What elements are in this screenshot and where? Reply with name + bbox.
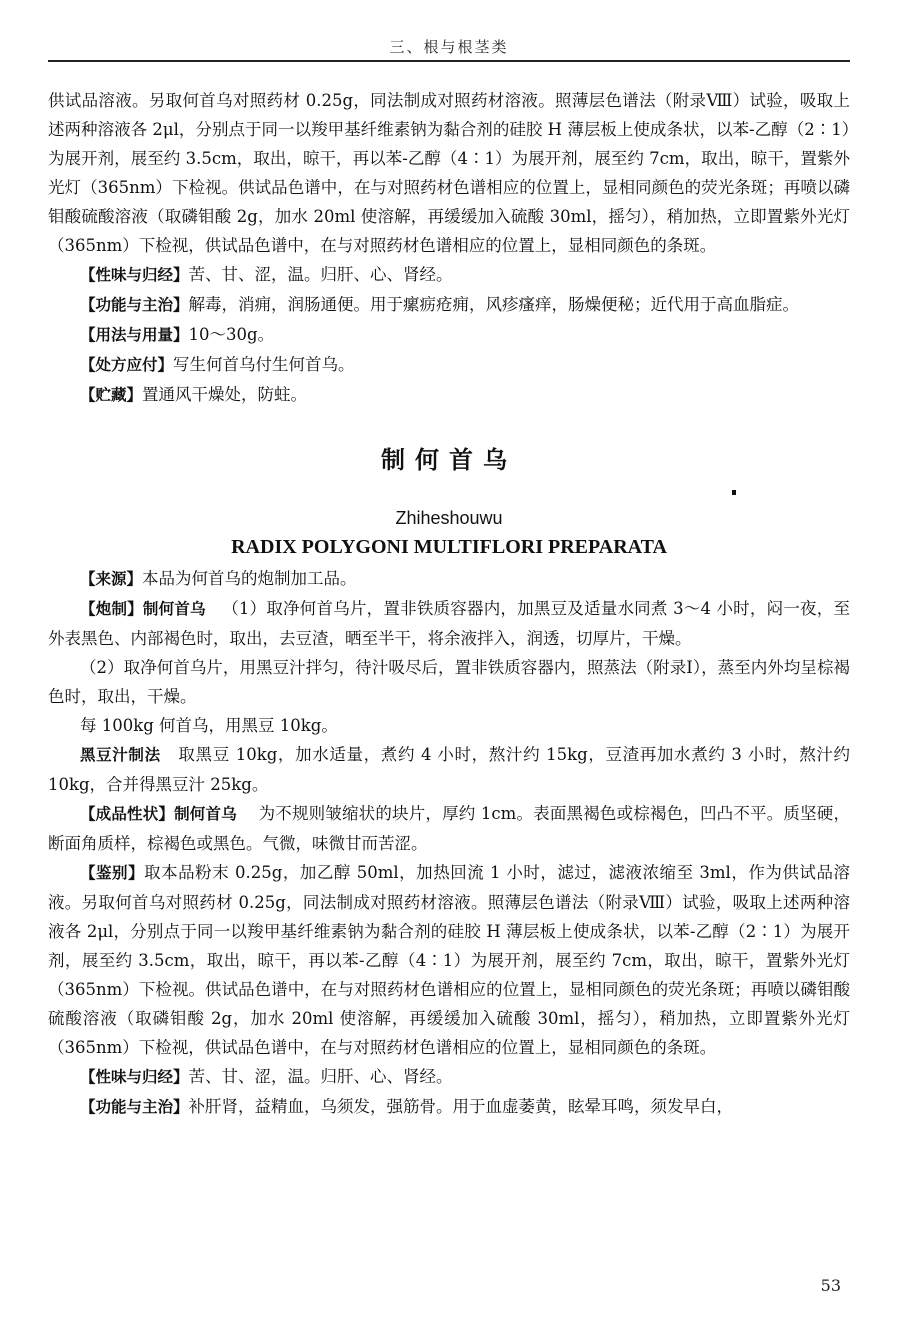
section-tag: 【成品性状】 bbox=[80, 805, 175, 823]
paragraph-identification-cont: 供试品溶液。另取何首乌对照药材 0.25g，同法制成对照药材溶液。照薄层色谱法（附录Ⅷ）试验，吸取上述两种溶液各 2μl，分别点于同一以羧甲基纤维素钠为黏合剂的硅胶 H 薄层板上使成条状，以苯-乙醇（2∶1）为展开剂，展至约 3.5cm，取出，晾干，再以苯-乙醇（4∶1）为展开剂，展至约 7cm，取出，晾干，置紫外光灯（365nm）下检视。供试品色谱中，在与对照药材色谱相应的位置上，显相同颜色的荧光条斑；再喷以磷钼酸硫酸溶液（取磷钼酸 2g，加水 20ml 使溶解，再缓缓加入硫酸 30ml，摇匀），稍加热，立即置紫外光灯（365nm）下检视，供试品色谱中，在与对照药材色谱相应的位置上，显相同颜色的条斑。 bbox=[48, 91, 850, 255]
section-tag: 【鉴别】 bbox=[80, 864, 145, 882]
section-text: 本品为何首乌的炮制加工品。 bbox=[142, 569, 357, 588]
section-tag: 【处方应付】 bbox=[80, 356, 174, 374]
section-tag: 【性味与归经】 bbox=[80, 266, 189, 284]
section-text: （1）取净何首乌片，置非铁质容器内，加黑豆及适量水同煮 3～4 小时，闷一夜，至外表黑色、内部褐色时，取出，去豆渣，晒至半干，将余液拌入，润透，切厚片，干燥。 bbox=[48, 599, 850, 648]
paragraph-processing-2: （2）取净何首乌片，用黑豆汁拌匀，待汁吸尽后，置非铁质容器内，照蒸法（附录Ⅰ），蒸至内外均呈棕褐色时，取出，干燥。 bbox=[48, 658, 850, 706]
section-tag: 【用法与用量】 bbox=[80, 326, 189, 344]
section-text: 10～30g。 bbox=[188, 325, 275, 344]
paragraph-processing bbox=[48, 594, 850, 653]
paragraph-identification bbox=[48, 858, 850, 1062]
section-tag: 【功能与主治】 bbox=[80, 1098, 189, 1116]
paragraph-characteristics bbox=[48, 799, 850, 858]
section-text: 解毒，消痈，润肠通便。用于瘰疬疮痈，风疹瘙痒，肠燥便秘；近代用于高血脂症。 bbox=[188, 295, 800, 314]
section-text: 取黑豆 10kg，加水适量，煮约 4 小时，熬汁约 15kg，豆渣再加水煮约 3 小时，熬汁约 10kg，合并得黑豆汁 25kg。 bbox=[48, 745, 850, 794]
print-speck bbox=[732, 490, 736, 495]
paragraph-dosage bbox=[48, 320, 850, 350]
subsection-label: 制何首乌 bbox=[142, 600, 206, 618]
paragraph-storage bbox=[48, 380, 850, 410]
section-text: 苦、甘、涩，温。归肝、心、肾经。 bbox=[188, 1067, 453, 1086]
entry-latin-name: RADIX POLYGONI MULTIFLORI PREPARATA bbox=[231, 536, 667, 558]
page-body bbox=[48, 86, 850, 1122]
page-number: 53 bbox=[820, 1276, 841, 1295]
section-tag: 【性味与归经】 bbox=[80, 1068, 189, 1086]
paragraph-nature-meridian-2 bbox=[48, 1062, 850, 1092]
section-text: 苦、甘、涩，温。归肝、心、肾经。 bbox=[188, 265, 453, 284]
entry-title: 制何首乌 bbox=[381, 446, 517, 474]
section-tag: 【功能与主治】 bbox=[80, 296, 189, 314]
subsection-label: 制何首乌 bbox=[174, 805, 237, 823]
entry-pinyin: Zhiheshouwu bbox=[395, 508, 503, 528]
paragraph-source bbox=[48, 564, 850, 594]
paragraph-nature-meridian bbox=[48, 260, 850, 290]
running-header: 三、根与根茎类 bbox=[389, 38, 509, 56]
section-text: 为不规则皱缩状的块片，厚约 1cm。表面黑褐色或棕褐色，凹凸不平。质坚硬，断面角质样，棕褐色或黑色。气微，味微甘而苦涩。 bbox=[48, 804, 850, 853]
paragraph-black-bean-juice bbox=[48, 740, 850, 799]
subsection-label: 黑豆汁制法 bbox=[80, 746, 161, 764]
section-tag: 【炮制】 bbox=[80, 600, 143, 618]
section-text: 补肝肾，益精血，乌须发，强筋骨。用于血虚萎黄，眩晕耳鸣，须发早白， bbox=[188, 1097, 734, 1116]
header-rule bbox=[48, 60, 850, 62]
section-tag: 【贮藏】 bbox=[80, 386, 143, 404]
paragraph-function-2 bbox=[48, 1092, 850, 1122]
paragraph-processing-ratio: 每 100kg 何首乌，用黑豆 10kg。 bbox=[80, 716, 338, 735]
section-text: 取本品粉末 0.25g，加乙醇 50ml，加热回流 1 小时，滤过，滤液浓缩至 3ml，作为供试品溶液。另取何首乌对照药材 0.25g，同法制成对照药材溶液。照薄层色谱法（附录Ⅷ）试验，吸取上述两种溶液各 2μl，分别点于同一以羧甲基纤维素钠为黏合剂的硅胶 H 薄层板上使成条状，以苯-乙醇（2∶1）为展开剂，展至约 3.5cm，取出，晾干，再以苯-乙醇（4∶1）为展开剂，展至约 7cm，取出，晾干，置紫外光灯（365nm）下检视。供试品色谱中，在与对照药材色谱相应的位置上，显相同颜色的荧光条斑；再喷以磷钼酸硫酸溶液（取磷钼酸 2g，加水 20ml 使溶解，再缓缓加入硫酸 30ml，摇匀），稍加热，立即置紫外光灯（365nm）下检视，供试品色谱中，在与对照药材色谱相应的位置上，显相同颜色的条斑。 bbox=[48, 863, 850, 1057]
section-text: 写生何首乌付生何首乌。 bbox=[173, 355, 355, 374]
section-tag: 【来源】 bbox=[80, 570, 143, 588]
section-text: 置通风干燥处，防蛀。 bbox=[142, 385, 308, 404]
paragraph-prescription bbox=[48, 350, 850, 380]
paragraph-function bbox=[48, 290, 850, 320]
